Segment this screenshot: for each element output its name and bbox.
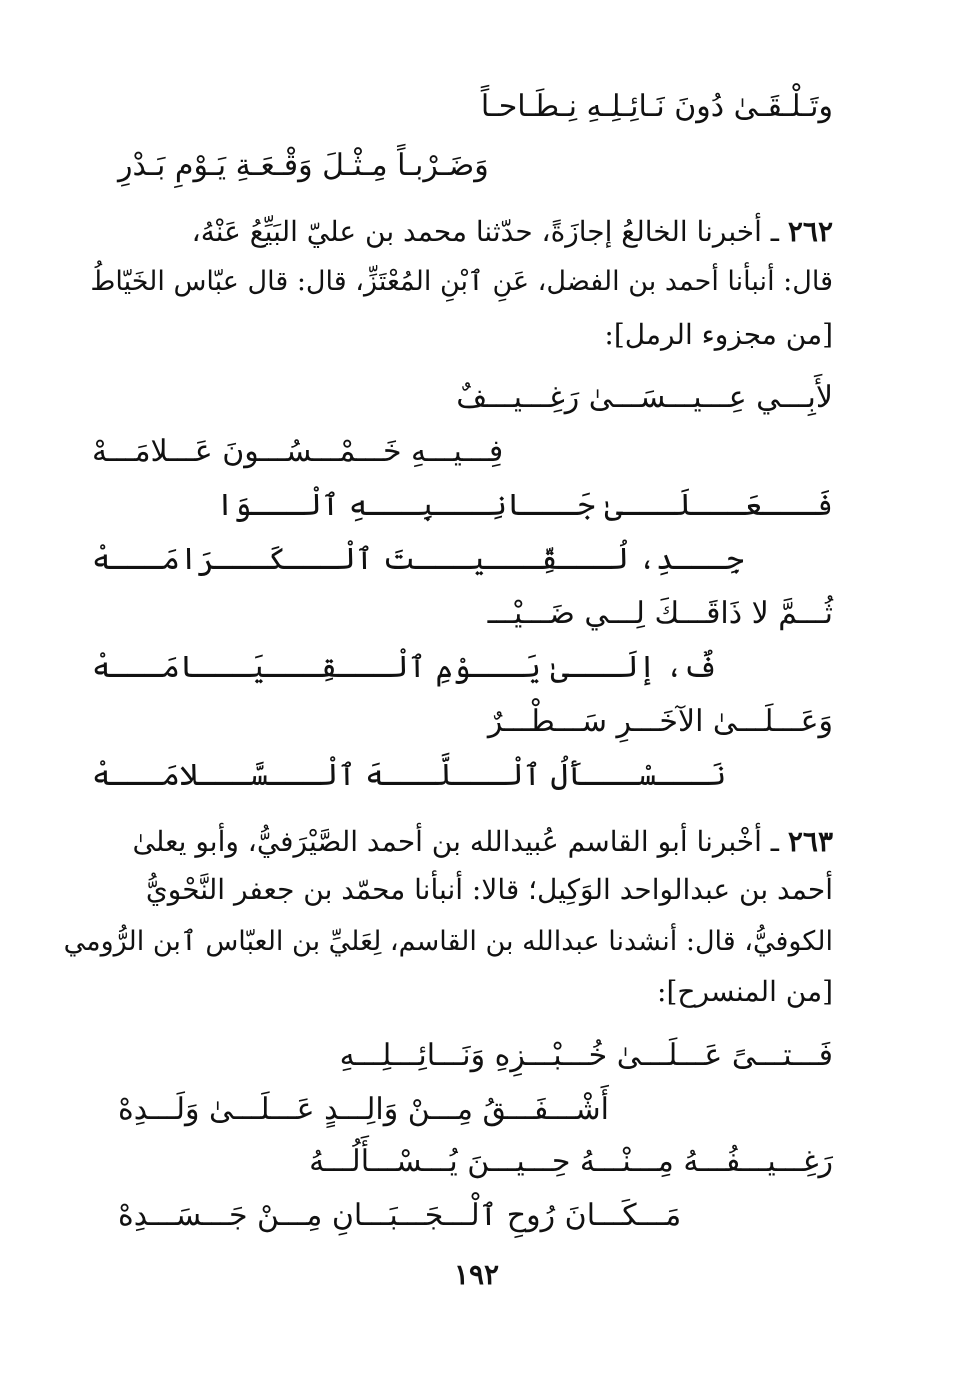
poem-c-line-3: رَغِـــيـــفُـــهُ مِـــنْـــهُ حِـــيـــنَ يُـــسْـــأَلُـــهُ	[309, 1144, 833, 1179]
poem-b-line-6: فٌ، إلَـــىٰ يَـــوْمِ ٱلْـــقِـــيَـــامَـــهْ	[92, 650, 719, 685]
entry-263-line-1	[133, 822, 833, 862]
entry-262-line-2: قال: أنبأنا أحمد بن الفضل، عَنِ ٱبْنِ المُعْتَزِّ، قال: قال عبّاس الخَيّاطُ	[90, 266, 833, 297]
poem-b-line-2: فِـــيـــهِ خَـــمْـــسُـــونَ عَـــلامَـــهْ	[92, 434, 504, 469]
entry-262-number: ٢٦٢	[787, 215, 833, 248]
entry-263-text-1: ـ أخْبرنا أبو القاسم عُبيدالله بن أحمد الصَّيْرَفيُّ، وأبو يعلىٰ	[132, 825, 779, 858]
entry-263-line-3: الكوفيُّ، قال: أنشدنا عبدالله بن القاسم، لِعَليِّ بن العبّاس ٱبن الرُّومي	[63, 926, 833, 957]
poem-c-line-4: مَـــكَـــانَ رُوحِ ٱلْـــجَـــبَـــانِ مِـــنْ جَـــسَـــدِهْ	[118, 1198, 682, 1233]
poem-b-line-8: نَـــسْـــأَلُ ٱلْـــلَّـــهَ ٱلْـــسَّـــلامَـــهْ	[92, 758, 727, 793]
poem-c-line-1: فَـــتـــىً عَـــلَـــىٰ خُـــبْـــزِهِ وَنَـــائِـــلِـــهِ	[339, 1038, 833, 1073]
poem-b-line-7: وَعَـــلَـــىٰ الآخَـــرِ سَـــطْـــرٌ	[487, 704, 833, 739]
entry-263-line-2: أحمد بن عبدالواحد الوَكِيل؛ قالا: أنبأنا محمّد بن جعفر النَّحْويُّ	[145, 873, 833, 906]
page-number: ١٩٢	[453, 1258, 500, 1291]
entry-263-number: ٢٦٣	[787, 825, 833, 858]
entry-262-meter: [من مجزوء الرمل]:	[604, 318, 833, 351]
entry-262-text-1: ـ أخبرنا الخالعُ إجازَةً، حدّثنا محمد بن عليّ البَيِّعُ عَنْهُ،	[191, 215, 779, 248]
poem-b-line-1: لأَبِـــي عِـــيـــسَـــىٰ رَغِـــيـــفٌ	[456, 380, 833, 415]
poem-a-line-1: وتَـلْـقَـىٰ دُونَ نَـائِـلِـهِ نِـطَـاحـاً	[480, 89, 833, 124]
poem-b-line-4: جِـــدِ، لُـــقِّـــيـــتَ ٱلْـــكَـــرَامَـــهْ	[92, 542, 744, 577]
poem-c-line-2: أَشْـــفَـــقُ مِـــنْ وَالِـــدٍ عَـــلَـــىٰ وَلَـــدِهْ	[118, 1092, 609, 1127]
poem-a-line-2: وَضَـرْبـاً مِـثْـلَ وَقْـعَـةِ يَـوْمِ بَـدْرِ	[118, 148, 489, 183]
poem-b-line-3: فَـــعَـــلَـــىٰ جَـــانِـــبِـــهِ ٱلْـــوَا	[216, 488, 833, 523]
poem-b-line-5: ثُـــمَّ لا ذَاقَـــكَ لِـــي ضَـــيْـــ	[487, 596, 833, 631]
entry-263-meter: [من المنسرح]:	[657, 975, 833, 1008]
entry-262-line-1	[192, 212, 833, 252]
